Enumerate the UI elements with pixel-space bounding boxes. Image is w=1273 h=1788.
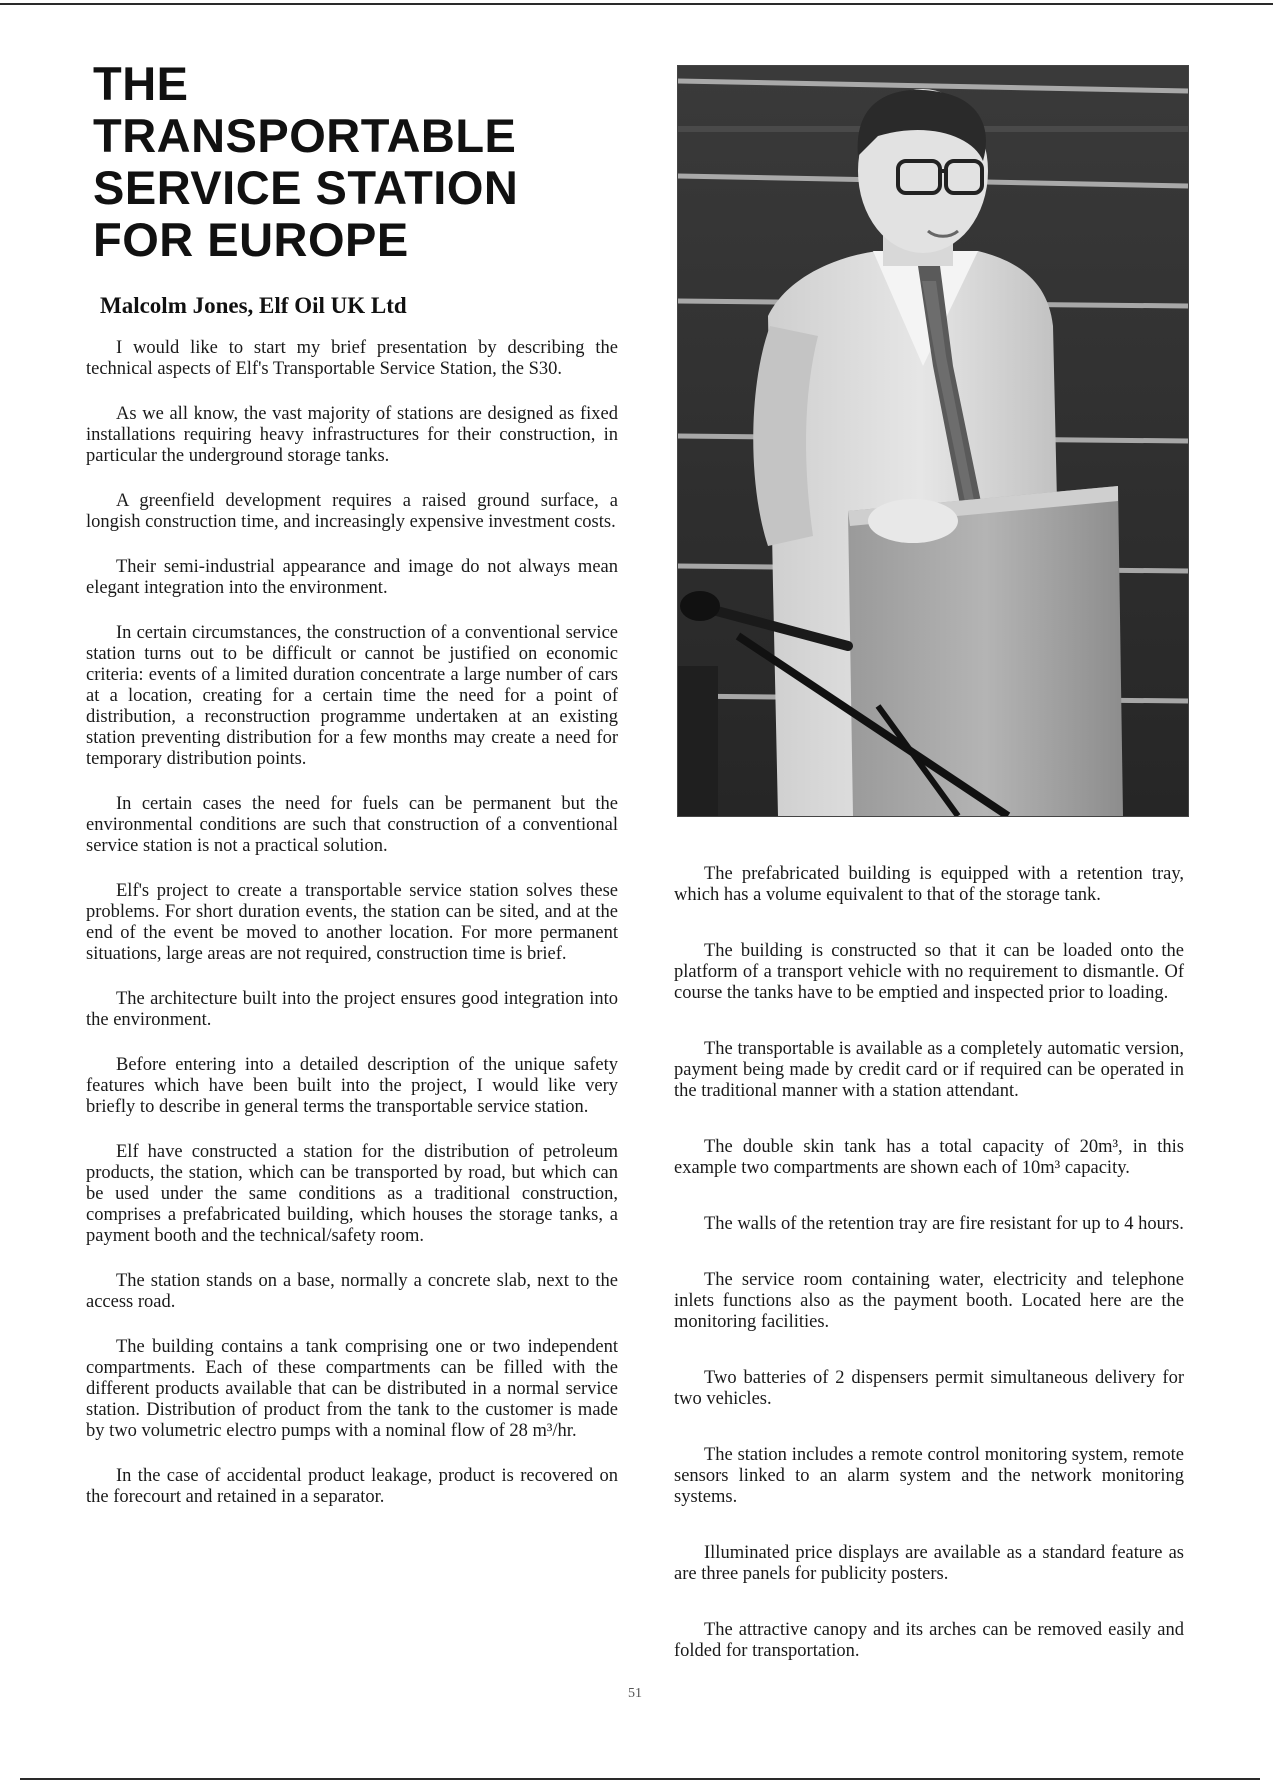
body-paragraph: Elf have constructed a station for the distribution of petroleum products, the station, which can be transported by road, but which can be used under the same conditions as a traditional construction, comprises a prefabricated building, which houses the storage tanks, a payment booth and the technical/safety room. (86, 1142, 618, 1246)
title-line: TRANSPORTABLE (93, 109, 517, 162)
body-paragraph: Illuminated price displays are available as a standard feature as are three panels for publicity posters. (674, 1543, 1184, 1584)
body-paragraph: In certain circumstances, the construction of a conventional service station turns out to be difficult or cannot be justified on economic criteria: events of a limited duration concentrate a large number of cars at a location, creating for a certain time the need for a point of distribution, a reconstruction programme undertaken at an existing station preventing distribution for a few months may create a need for temporary distribution points. (86, 623, 618, 769)
body-paragraph: The architecture built into the project ensures good integration into the environment. (86, 989, 618, 1030)
body-paragraph: Before entering into a detailed description of the unique safety features which have been built into the project, I would like very briefly to describe in general terms the transportable service station. (86, 1055, 618, 1117)
article-title (93, 58, 618, 266)
body-paragraph: In the case of accidental product leakage, product is recovered on the forecourt and retained in a separator. (86, 1466, 618, 1507)
body-paragraph: A greenfield development requires a raised ground surface, a longish construction time, and increasingly expensive investment costs. (86, 491, 618, 532)
body-paragraph: Two batteries of 2 dispensers permit simultaneous delivery for two vehicles. (674, 1368, 1184, 1409)
body-paragraph: Elf's project to create a transportable service station solves these problems. For short duration events, the station can be sited, and at the end of the event be moved to another location. For more permanent situations, large areas are not required, construction time is brief. (86, 881, 618, 964)
speaker-photo-illustration (678, 66, 1188, 816)
body-paragraph: The transportable is available as a completely automatic version, payment being made by credit card or if required can be operated in the traditional manner with a station attendant. (674, 1039, 1184, 1101)
body-paragraph: The attractive canopy and its arches can be removed easily and folded for transportation. (674, 1620, 1184, 1661)
title-line: FOR EUROPE (93, 213, 409, 266)
body-paragraph: In certain cases the need for fuels can be permanent but the environmental conditions are such that construction of a conventional service station is not a practical solution. (86, 794, 618, 856)
page-number: 51 (628, 1686, 642, 1701)
body-paragraph: The prefabricated building is equipped with a retention tray, which has a volume equivalent to that of the storage tank. (674, 864, 1184, 905)
body-paragraph: I would like to start my brief presentation by describing the technical aspects of Elf's Transportable Service Station, the S30. (86, 338, 618, 379)
body-paragraph: The walls of the retention tray are fire resistant for up to 4 hours. (704, 1214, 1184, 1234)
title-line: THE (93, 57, 189, 110)
body-paragraph: The building is constructed so that it can be loaded onto the platform of a transport vehicle with no requirement to dismantle. Of course the tanks have to be emptied and inspected prior to loading. (674, 941, 1184, 1003)
bottom-rule (20, 1778, 1260, 1780)
right-column (674, 864, 1184, 1697)
speaker-photo (677, 65, 1189, 817)
title-line: SERVICE STATION (93, 161, 519, 214)
body-paragraph: Their semi-industrial appearance and image do not always mean elegant integration into the environment. (86, 557, 618, 598)
left-column (86, 58, 618, 1532)
top-rule (0, 3, 1273, 5)
body-paragraph: The double skin tank has a total capacity of 20m³, in this example two compartments are shown each of 10m³ capacity. (674, 1137, 1184, 1178)
body-paragraph: The service room containing water, electricity and telephone inlets functions also as the payment booth. Located here are the monitoring facilities. (674, 1270, 1184, 1332)
body-paragraph: As we all know, the vast majority of stations are designed as fixed installations requiring heavy infrastructures for their construction, in particular the underground storage tanks. (86, 404, 618, 466)
body-paragraph: The station includes a remote control monitoring system, remote sensors linked to an alarm system and the network monitoring systems. (674, 1445, 1184, 1507)
author-byline: Malcolm Jones, Elf Oil UK Ltd (100, 293, 407, 318)
body-paragraph: The building contains a tank comprising one or two independent compartments. Each of these compartments can be filled with the different products available that can be distributed in a normal service station. Distribution of product from the tank to the customer is made by two volumetric electro pumps with a nominal flow of 28 m³/hr. (86, 1337, 618, 1441)
body-paragraph: The station stands on a base, normally a concrete slab, next to the access road. (86, 1271, 618, 1312)
